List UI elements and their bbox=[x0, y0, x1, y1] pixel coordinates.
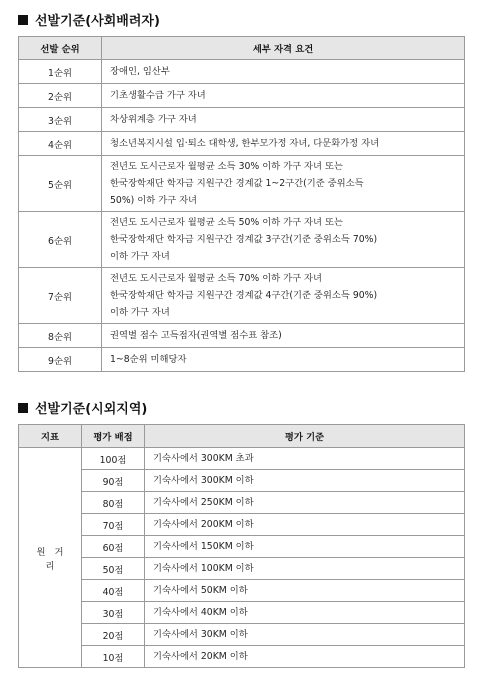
requirement-line: 전년도 도시근로자 월평균 소득 70% 이하 가구 자녀 bbox=[110, 273, 322, 284]
score-cell: 20점 bbox=[82, 624, 145, 646]
requirement-line: 장애인, 임산부 bbox=[110, 66, 170, 77]
criteria-cell: 기숙사에서 200KM 이하 bbox=[145, 514, 465, 536]
table-row bbox=[19, 558, 465, 580]
header-criteria: 평가 기준 bbox=[145, 425, 465, 448]
table-row bbox=[19, 602, 465, 624]
table-row bbox=[19, 324, 465, 348]
requirement-cell bbox=[102, 156, 465, 212]
requirement-line: 한국장학재단 학자금 지원구간 경계값 1~2구간(기준 중위소득 bbox=[110, 178, 364, 189]
requirement-cell bbox=[102, 268, 465, 324]
section2-title bbox=[18, 398, 147, 417]
square-bullet-icon bbox=[18, 403, 28, 413]
header-indicator: 지표 bbox=[19, 425, 82, 448]
table-row bbox=[19, 156, 465, 212]
requirement-cell bbox=[102, 84, 465, 108]
table-row bbox=[19, 84, 465, 108]
criteria-cell: 기숙사에서 30KM 이하 bbox=[145, 624, 465, 646]
requirement-cell bbox=[102, 348, 465, 372]
header-score: 평가 배점 bbox=[82, 425, 145, 448]
requirement-cell bbox=[102, 60, 465, 84]
score-cell: 40점 bbox=[82, 580, 145, 602]
requirement-line: 이하 가구 자녀 bbox=[110, 251, 170, 262]
requirement-cell bbox=[102, 132, 465, 156]
table-row bbox=[19, 132, 465, 156]
requirement-line: 1~8순위 미해당자 bbox=[110, 354, 187, 365]
section2-title-text: 선발기준(시외지역) bbox=[35, 402, 148, 417]
table-row bbox=[19, 268, 465, 324]
rank-cell: 6순위 bbox=[19, 212, 102, 268]
table-row bbox=[19, 448, 465, 470]
score-cell: 50점 bbox=[82, 558, 145, 580]
criteria-cell: 기숙사에서 250KM 이하 bbox=[145, 492, 465, 514]
requirement-line: 기초생활수급 가구 자녀 bbox=[110, 90, 206, 101]
section1-title bbox=[18, 10, 160, 29]
requirement-line: 권역별 점수 고득점자(권역별 점수표 참조) bbox=[110, 330, 282, 341]
table-row bbox=[19, 212, 465, 268]
rank-cell: 9순위 bbox=[19, 348, 102, 372]
table-row bbox=[19, 108, 465, 132]
out-of-town-table bbox=[18, 424, 465, 668]
table-row bbox=[19, 646, 465, 668]
requirement-cell bbox=[102, 212, 465, 268]
criteria-cell: 기숙사에서 100KM 이하 bbox=[145, 558, 465, 580]
table-row bbox=[19, 492, 465, 514]
square-bullet-icon bbox=[18, 15, 28, 25]
rank-cell: 2순위 bbox=[19, 84, 102, 108]
rank-cell: 7순위 bbox=[19, 268, 102, 324]
header-requirements: 세부 자격 요건 bbox=[102, 37, 465, 60]
table-row bbox=[19, 580, 465, 602]
rank-cell: 4순위 bbox=[19, 132, 102, 156]
requirement-cell bbox=[102, 108, 465, 132]
table-row bbox=[19, 60, 465, 84]
requirement-line: 이하 가구 자녀 bbox=[110, 307, 170, 318]
requirement-line: 전년도 도시근로자 월평균 소득 50% 이하 가구 자녀 또는 bbox=[110, 217, 343, 228]
indicator-cell: 원거리 bbox=[19, 448, 82, 668]
requirement-line: 한국장학재단 학자금 지원구간 경계값 3구간(기준 중위소득 70%) bbox=[110, 234, 378, 245]
criteria-cell: 기숙사에서 40KM 이하 bbox=[145, 602, 465, 624]
score-cell: 60점 bbox=[82, 536, 145, 558]
score-cell: 10점 bbox=[82, 646, 145, 668]
header-rank: 선발 순위 bbox=[19, 37, 102, 60]
criteria-cell: 기숙사에서 300KM 초과 bbox=[145, 448, 465, 470]
requirement-line: 전년도 도시근로자 월평균 소득 30% 이하 가구 자녀 또는 bbox=[110, 161, 343, 172]
table-row bbox=[19, 624, 465, 646]
social-consideration-table bbox=[18, 36, 465, 372]
score-cell: 90점 bbox=[82, 470, 145, 492]
rank-cell: 8순위 bbox=[19, 324, 102, 348]
requirement-line: 차상위계층 가구 자녀 bbox=[110, 114, 197, 125]
criteria-cell: 기숙사에서 20KM 이하 bbox=[145, 646, 465, 668]
requirement-line: 한국장학재단 학자금 지원구간 경계값 4구간(기준 중위소득 90%) bbox=[110, 290, 378, 301]
requirement-line: 청소년복지시설 입·퇴소 대학생, 한부모가정 자녀, 다문화가정 자녀 bbox=[110, 138, 380, 149]
rank-cell: 3순위 bbox=[19, 108, 102, 132]
rank-cell: 1순위 bbox=[19, 60, 102, 84]
criteria-cell: 기숙사에서 150KM 이하 bbox=[145, 536, 465, 558]
score-cell: 30점 bbox=[82, 602, 145, 624]
table-row bbox=[19, 536, 465, 558]
requirement-cell bbox=[102, 324, 465, 348]
criteria-cell: 기숙사에서 50KM 이하 bbox=[145, 580, 465, 602]
score-cell: 100점 bbox=[82, 448, 145, 470]
table-row bbox=[19, 514, 465, 536]
requirement-line: 50%) 이하 가구 자녀 bbox=[110, 195, 198, 206]
criteria-cell: 기숙사에서 300KM 이하 bbox=[145, 470, 465, 492]
score-cell: 70점 bbox=[82, 514, 145, 536]
score-cell: 80점 bbox=[82, 492, 145, 514]
table-row bbox=[19, 470, 465, 492]
section1-title-text: 선발기준(사회배려자) bbox=[35, 14, 160, 29]
rank-cell: 5순위 bbox=[19, 156, 102, 212]
table-row bbox=[19, 348, 465, 372]
